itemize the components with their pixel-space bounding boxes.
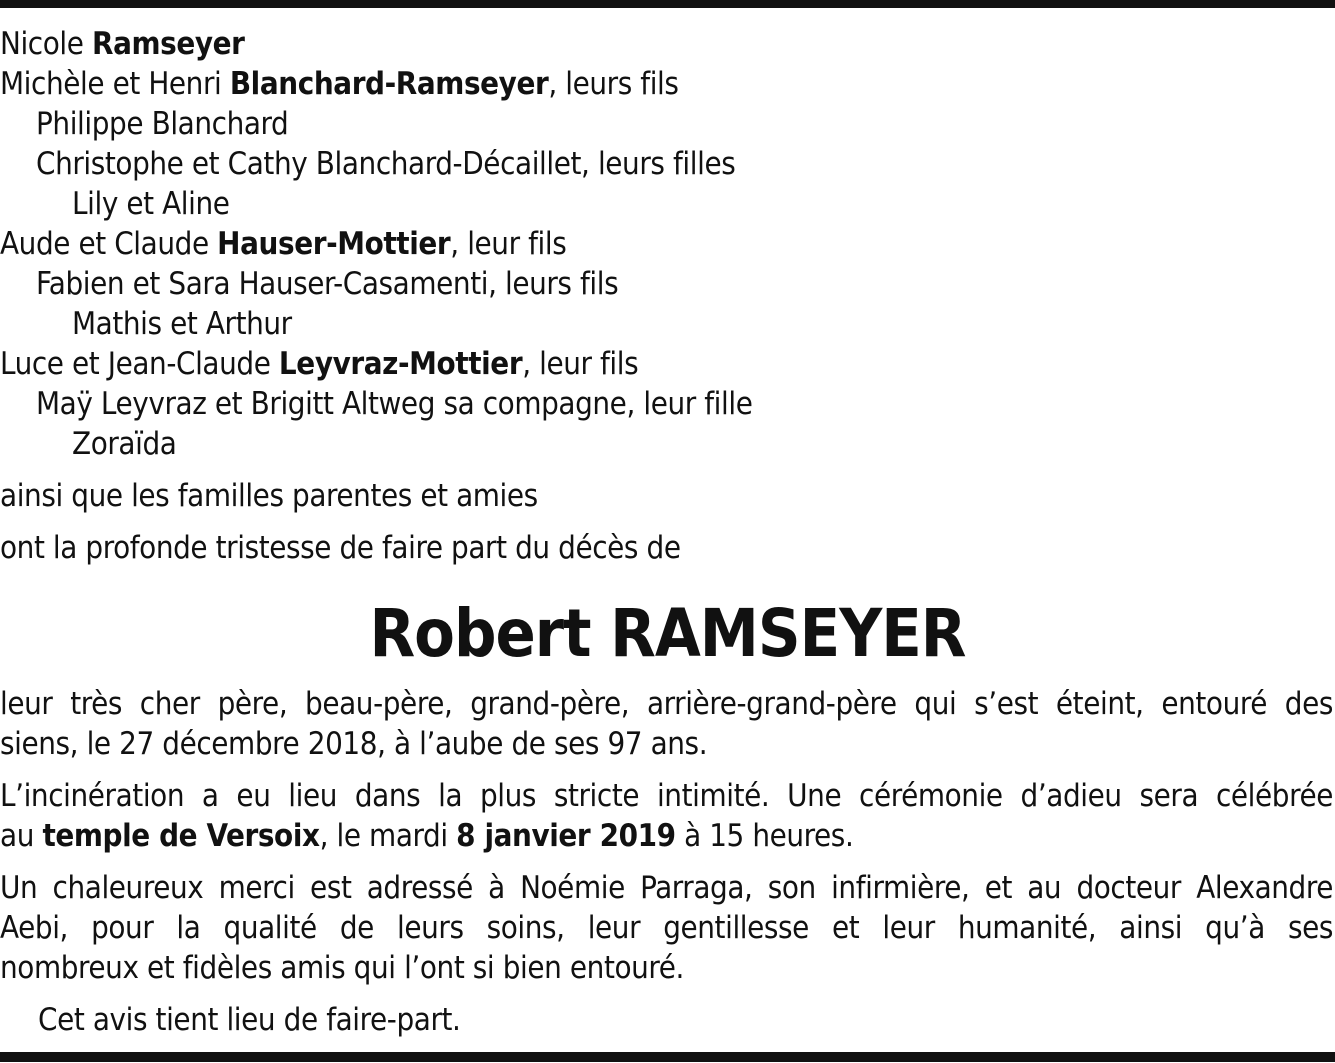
family-member-line: Fabien et Sara Hauser-Casamenti, leurs fils <box>36 266 619 302</box>
obituary-notice <box>0 24 1335 1040</box>
paragraph-line: Un chaleureux merci est adressé à Noémie Parraga, son infirmière, et au docteur Alexandre <box>0 870 1333 906</box>
top-rule <box>0 0 1335 8</box>
family-surname: Blanchard-Ramseyer <box>229 66 549 102</box>
closing-line: Cet avis tient lieu de faire-part. <box>38 1002 461 1038</box>
paragraph-line: au temple de Versoix, le mardi 8 janvier 2019 à 15 heures. <box>0 818 854 854</box>
paragraph-line: leur très cher père, beau-père, grand-père, arrière-grand-père qui s’est éteint, entouré des <box>0 686 1333 722</box>
ceremony-place: temple de Versoix <box>42 818 320 854</box>
family-member-line: Michèle et Henri Blanchard-Ramseyer, leurs fils <box>0 66 679 102</box>
family-member-line: Nicole Ramseyer <box>0 26 245 62</box>
bottom-rule <box>0 1052 1335 1062</box>
paragraph-thanks <box>0 868 1333 988</box>
paragraph-line: Aebi, pour la qualité de leurs soins, leur gentillesse et leur humanité, ainsi qu’à ses <box>0 910 1333 946</box>
ceremony-date: 8 janvier 2019 <box>456 818 676 854</box>
family-member-line: Zoraïda <box>72 426 177 462</box>
family-member-line: Luce et Jean-Claude Leyvraz-Mottier, leur fils <box>0 346 639 382</box>
paragraph-death <box>0 684 1333 764</box>
paragraph-line: L’incinération a eu lieu dans la plus stricte intimité. Une cérémonie d’adieu sera célébrée <box>0 778 1333 814</box>
announce-line: ont la profonde tristesse de faire part du décès de <box>0 530 681 566</box>
family-member-line: Lily et Aline <box>72 186 230 222</box>
family-member-line: Christophe et Cathy Blanchard-Décaillet, leurs filles <box>36 146 736 182</box>
family-member-line: Maÿ Leyvraz et Brigitt Altweg sa compagne, leur fille <box>36 386 753 422</box>
family-list <box>0 24 1335 464</box>
family-surname: Hauser-Mottier <box>217 226 451 262</box>
paragraph-line: nombreux et fidèles amis qui l’ont si bien entouré. <box>0 950 685 986</box>
family-member-line: Philippe Blanchard <box>36 106 289 142</box>
family-member-line: Mathis et Arthur <box>72 306 292 342</box>
families-line: ainsi que les familles parentes et amies <box>0 478 538 514</box>
paragraph-line: siens, le 27 décembre 2018, à l’aube de ses 97 ans. <box>0 726 708 762</box>
paragraph-ceremony <box>0 776 1333 856</box>
family-member-line: Aude et Claude Hauser-Mottier, leur fils <box>0 226 567 262</box>
deceased-name: Robert RAMSEYER <box>369 595 966 672</box>
family-surname: Leyvraz-Mottier <box>278 346 523 382</box>
family-surname: Ramseyer <box>91 26 245 62</box>
